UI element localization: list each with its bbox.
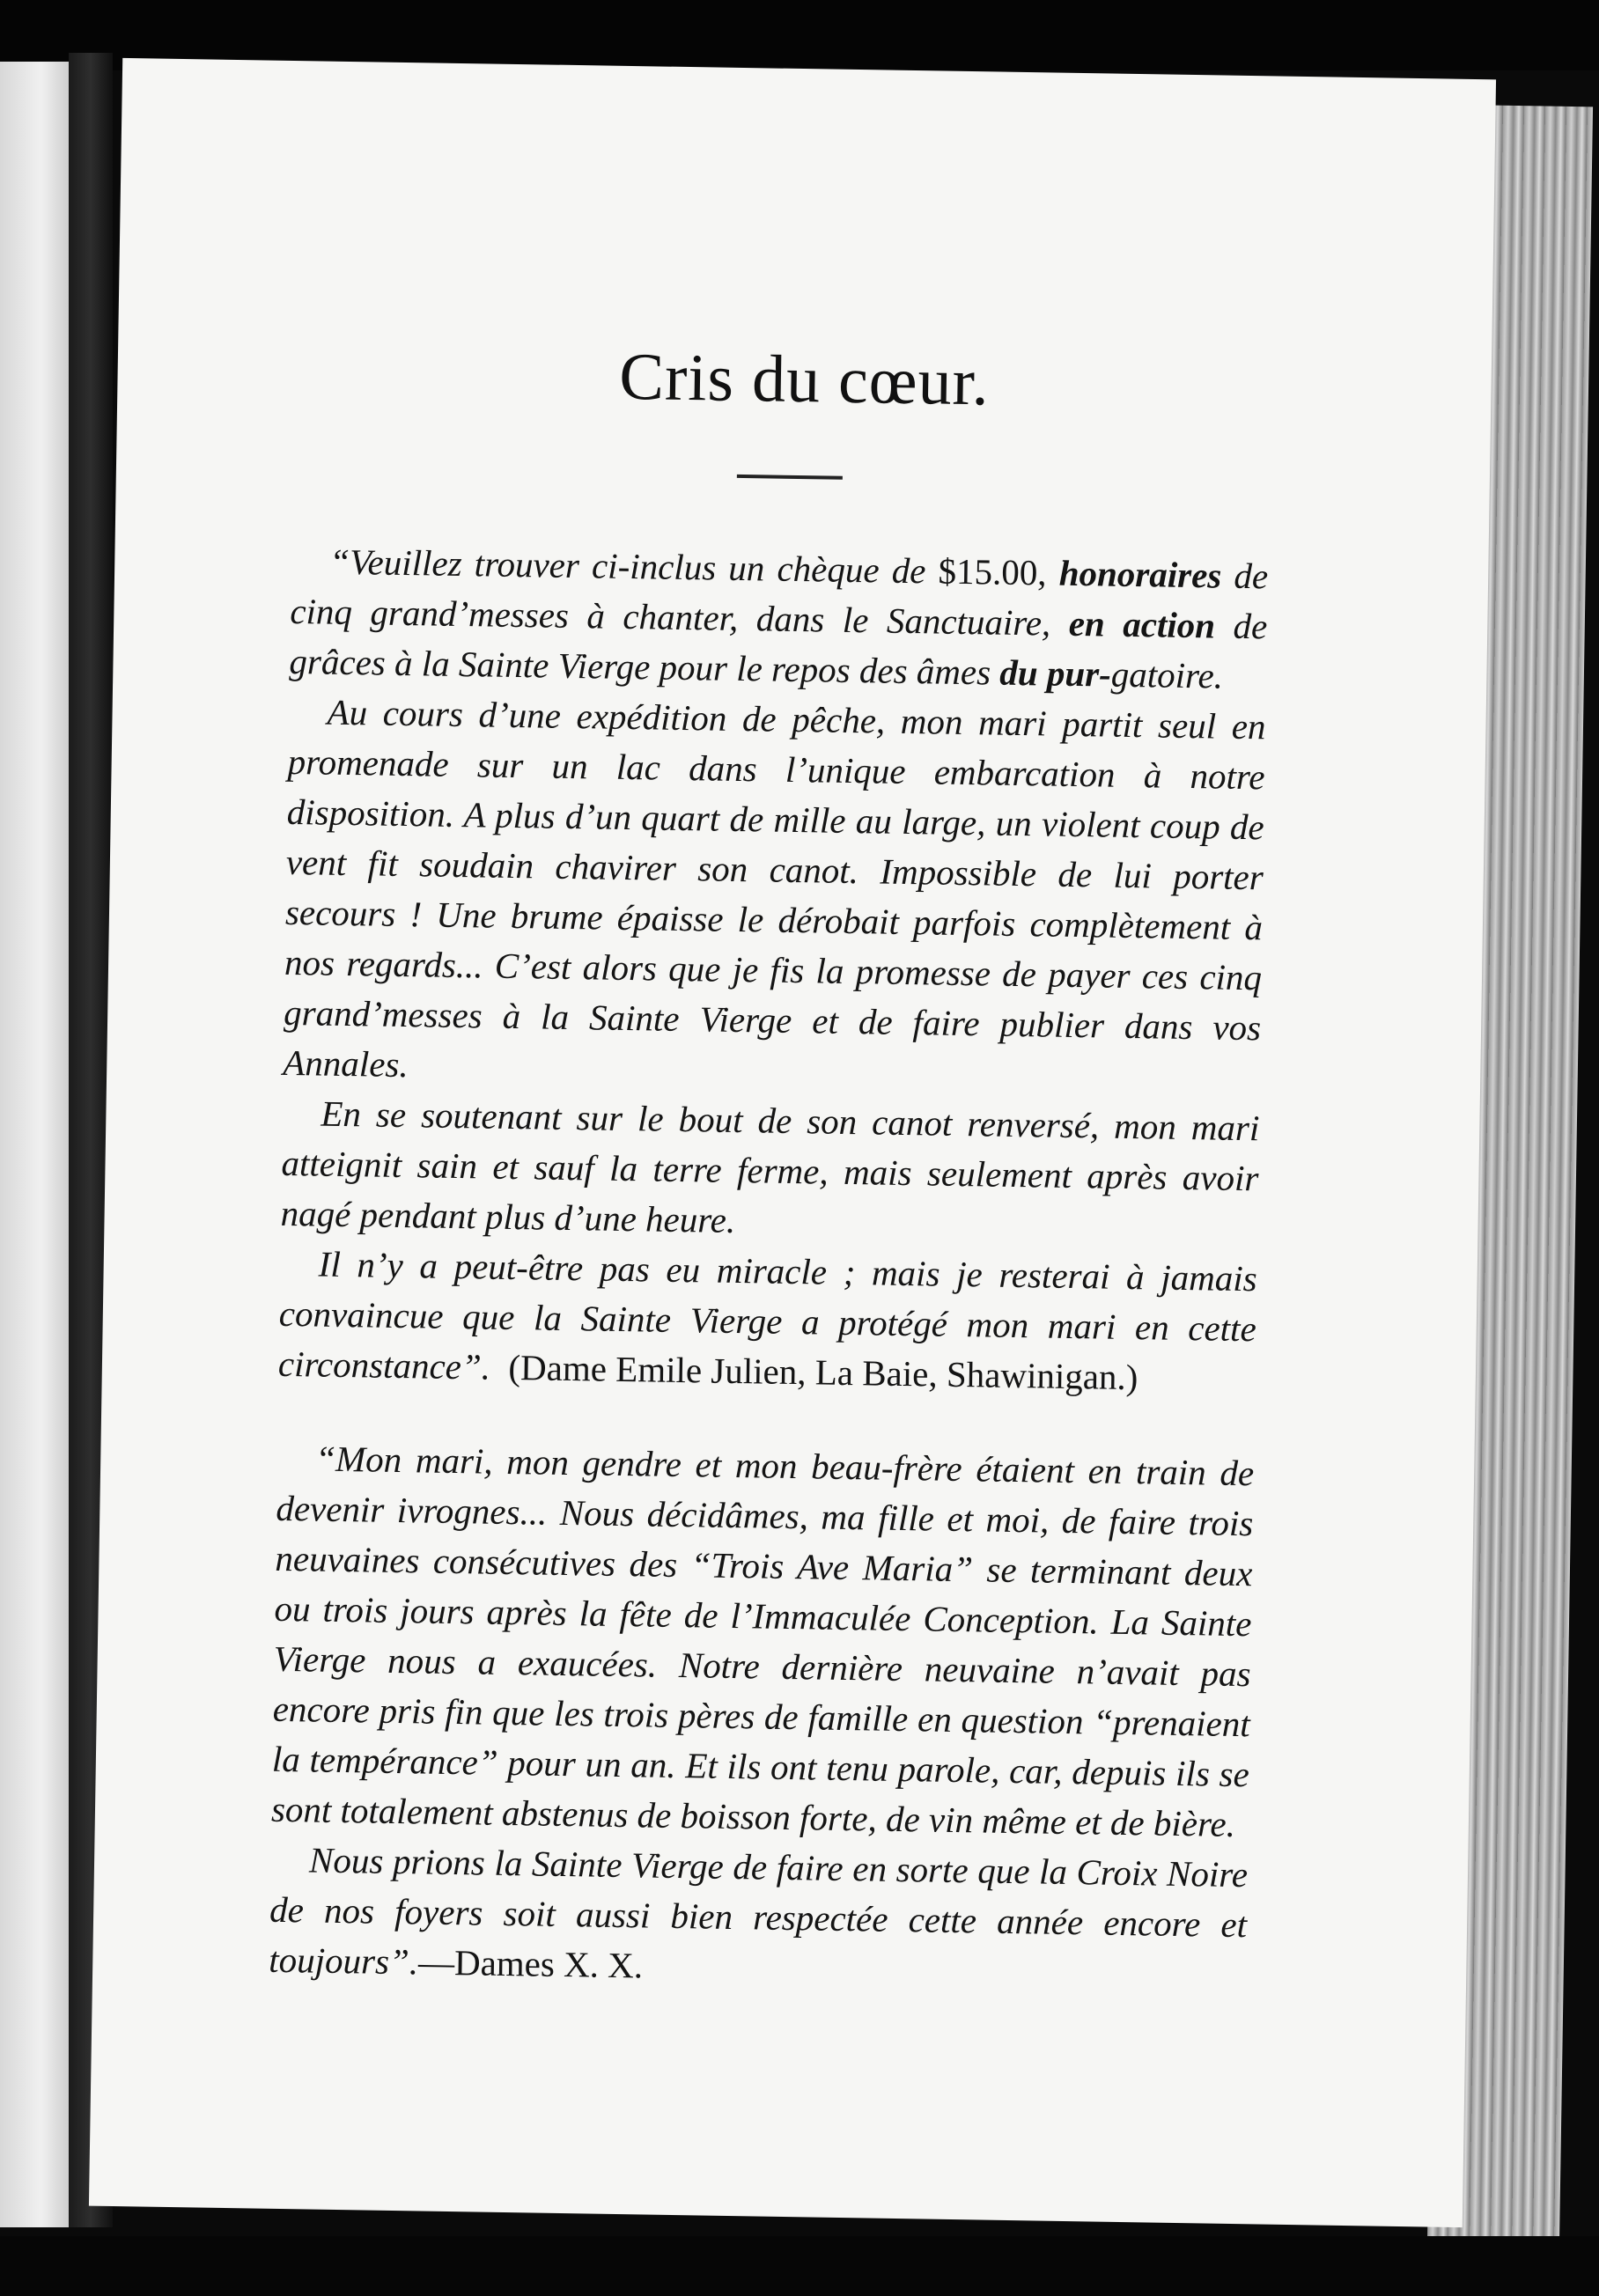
- letter1-paragraph1: [289, 536, 1269, 702]
- letter1-p1-amount: $15.00,: [938, 550, 1060, 593]
- film-border-bottom: [0, 2236, 1599, 2296]
- letter1-p1-b: honoraires: [1058, 552, 1222, 596]
- letter1-signature: (Dame Emile Julien, La Baie, Shawinigan.): [508, 1346, 1138, 1398]
- letter1-p4-text: Il n’y a peut-être pas eu miracle ; mais je resterai à jamais convaincue que la Sainte Vierge a protégé mon mari en cette circonstance”.: [277, 1243, 1258, 1387]
- facing-page-edge: [0, 62, 69, 2227]
- letter2-paragraph2: [269, 1835, 1249, 2000]
- letter2-signature: —Dames X. X.: [417, 1941, 644, 1986]
- letter1-paragraph2: Au cours d’une expédition de pêche, mon mari partit seul en promenade sur un lac dans l’unique embarcation à notre disposition. A plus d’un quart de mille au large, un violent coup de vent fit soudain chavirer son canot. Impossible de lui porter secours ! Une brume épaisse le dérobait parfois complètement à nos regards... C’est alors que je fis la promesse de payer ces cinq grand’messes à la Sainte Vierge et de faire publier dans vos Annales.: [282, 691, 1266, 1085]
- letter1-p1-c: de cinq grand’messes à chanter, dans le Sanctuaire,: [290, 555, 1269, 644]
- letter1-p1-d: en action: [1068, 602, 1216, 646]
- letter1-p1-f: du pur-: [999, 651, 1112, 695]
- page-title: Cris du cœur.: [618, 339, 991, 420]
- book-page: [89, 58, 1496, 2227]
- letter2-paragraph1: “Mon mari, mon gendre et mon beau-frère étaient en train de devenir ivrognes... Nous décidâmes, ma fille et moi, de faire trois neuvaines consécutives des “Trois Ave Maria” se terminant deux ou trois jours après la fête de l’Immaculée Conception. La Sainte Vierge nous a exaucées. Notre dernière neuvaine n’avait pas encore pris fin que les trois pères de famille en question “prenaient la tempérance” pour un an. Et ils ont tenu parole, car, depuis ils se sont totalement abstenus de boisson forte, de vin même et de bière.: [270, 1438, 1255, 1844]
- letter1-p1-a: “Veuillez trouver ci-inclus un chèque de: [328, 541, 940, 592]
- letter1-paragraph3: En se soutenant sur le bout de son canot renversé, mon mari atteignit sain et sauf la terre ferme, mais seulement après avoir nagé pendant plus d’une heure.: [280, 1093, 1260, 1240]
- article-body: [269, 536, 1269, 2000]
- letter1-paragraph4: [278, 1239, 1258, 1404]
- letter1-p1-g: gatoire.: [1110, 653, 1224, 696]
- title-rule-divider: [737, 475, 843, 480]
- letter1-p1-e: de grâces à la Sainte Vierge pour le repos des âmes: [289, 605, 1268, 693]
- letter2-p2-text: Nous prions la Sainte Vierge de faire en sorte que la Croix Noire de nos foyers soit aussi bien respectée cette année encore et toujours”.: [268, 1839, 1249, 1983]
